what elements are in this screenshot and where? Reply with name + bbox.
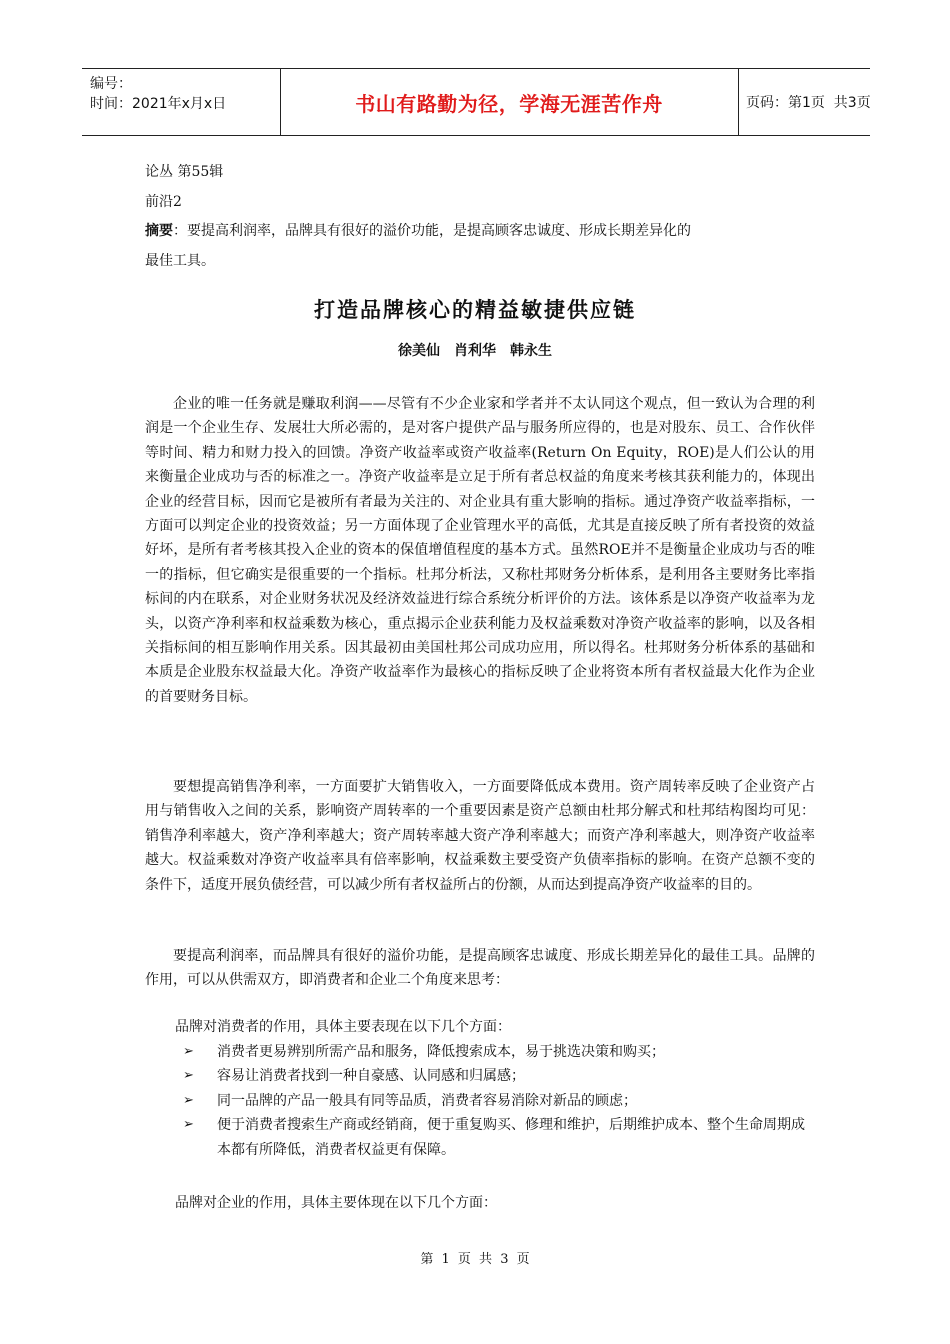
list-item: ➢ 消费者更易辨别所需产品和服务，降低搜索成本，易于挑选决策和购买； xyxy=(175,1040,815,1064)
header-page-info-cell xyxy=(738,69,870,135)
header-page-info: 页码：第1页 共3页 xyxy=(746,95,871,111)
abstract-label: 摘要 xyxy=(145,223,173,239)
arrow-bullet-icon: ➢ xyxy=(183,1092,194,1108)
abstract-line-1 xyxy=(145,222,691,240)
page-footer: 第 1 页 共 3 页 xyxy=(420,1252,530,1267)
article-title: 打造品牌核心的精益敏捷供应链 xyxy=(314,298,636,322)
list-item: ➢ 便于消费者搜索生产商或经销商，便于重复购买、修理和维护，后期维护成本、整个生命周期成本都有所降低，消费者权益更有保障。 xyxy=(175,1113,815,1162)
arrow-bullet-icon: ➢ xyxy=(183,1044,194,1059)
header-motto: 书山有路勤为径，学海无涯苦作舟 xyxy=(280,69,739,135)
enterprise-section-lead: 品牌对企业的作用，具体主要体现在以下几个方面： xyxy=(175,1195,497,1211)
series-label: 论丛 第55辑 xyxy=(145,164,224,180)
list-item: ➢ 容易让消费者找到一种自豪感、认同感和归属感； xyxy=(175,1064,815,1088)
abstract-text-1: ：要提高利润率，品牌具有很好的溢价功能，是提高顾客忠诚度、形成长期差异化的 xyxy=(173,223,691,239)
body-paragraph-2: 要想提高销售净利率，一方面要扩大销售收入，一方面要降低成本费用。资产周转率反映了企业资产占用与销售收入之间的关系，影响资产周转率的一个重要因素是资产总额由杜邦分解式和杜邦结构图均可见：销售净利率越大，资产净利率越大；资产周转率越大资产净利率越大；而资产净利率越大，则净资产收益率越大。权益乘数对净资产收益率具有倍率影响，权益乘数主要受资产负债率指标的影响。在资产总额不变的条件下，适度开展负债经营，可以减少所有者权益所占的份额，从而达到提高净资产收益率的目的。 xyxy=(145,779,815,893)
document-number-label: 编号： xyxy=(90,76,132,92)
body-paragraph-3: 要提高利润率，而品牌具有很好的溢价功能，是提高顾客忠诚度、形成长期差异化的最佳工具。品牌的作用，可以从供需双方，即消费者和企业二个角度来思考： xyxy=(145,948,815,989)
article-authors: 徐美仙 肖利华 韩永生 xyxy=(398,343,552,359)
section-label: 前沿2 xyxy=(145,194,182,210)
document-header xyxy=(82,68,870,136)
abstract-text-2: 最佳工具。 xyxy=(145,253,215,269)
consumer-section-lead: 品牌对消费者的作用，具体主要表现在以下几个方面： xyxy=(175,1019,511,1035)
header-left-cell xyxy=(82,69,281,135)
document-time-label: 时间：2021年x月x日 xyxy=(90,96,227,112)
consumer-bullet-list xyxy=(175,1040,815,1162)
arrow-bullet-icon: ➢ xyxy=(183,1068,194,1084)
arrow-bullet-icon: ➢ xyxy=(183,1117,194,1133)
list-item: ➢ 同一品牌的产品一般具有同等品质，消费者容易消除对新品的顾虑； xyxy=(175,1089,815,1113)
body-paragraph-1: 企业的唯一任务就是赚取利润——尽管有不少企业家和学者并不太认同这个观点，但一致认为合理的利润是一个企业生存、发展壮大所必需的，是对客户提供产品与服务所应得的，也是对股东、员工、合作伙伴等时间、精力和财力投入的回馈。净资产收益率或资产收益率(Return On Equity，ROE)是人们公认的用来衡量企业成功与否的标准之一。净资产收益率是立足于所有者总权益的角度来考核其获利能力的，体现出企业的经营目标，因而它是被所有者最为关注的、对企业具有重大影响的指标。通过净资产收益率指标，一方面可以判定企业的投资效益；另一方面体现了企业管理水平的高低，尤其是直接反映了所有者投资的效益好坏，是所有者考核其投入企业的资本的保值增值程度的基本方式。虽然ROE并不是衡量企业成功与否的唯一的指标，但它确实是很重要的一个指标。杜邦分析法，又称杜邦财务分析体系，是利用各主要财务比率指标间的内在联系，对企业财务状况及经济效益进行综合系统分析评价的方法。该体系是以净资产收益率为龙头，以资产净利率和权益乘数为核心，重点揭示企业获利能力及权益乘数对净资产收益率的影响，以及各相关指标间的相互影响作用关系。因其最初由美国杜邦公司成功应用，所以得名。杜邦财务分析体系的基础和本质是企业股东权益最大化。净资产收益率作为最核心的指标反映了企业将资本所有者权益最大化作为企业的首要财务目标。 xyxy=(145,396,815,705)
